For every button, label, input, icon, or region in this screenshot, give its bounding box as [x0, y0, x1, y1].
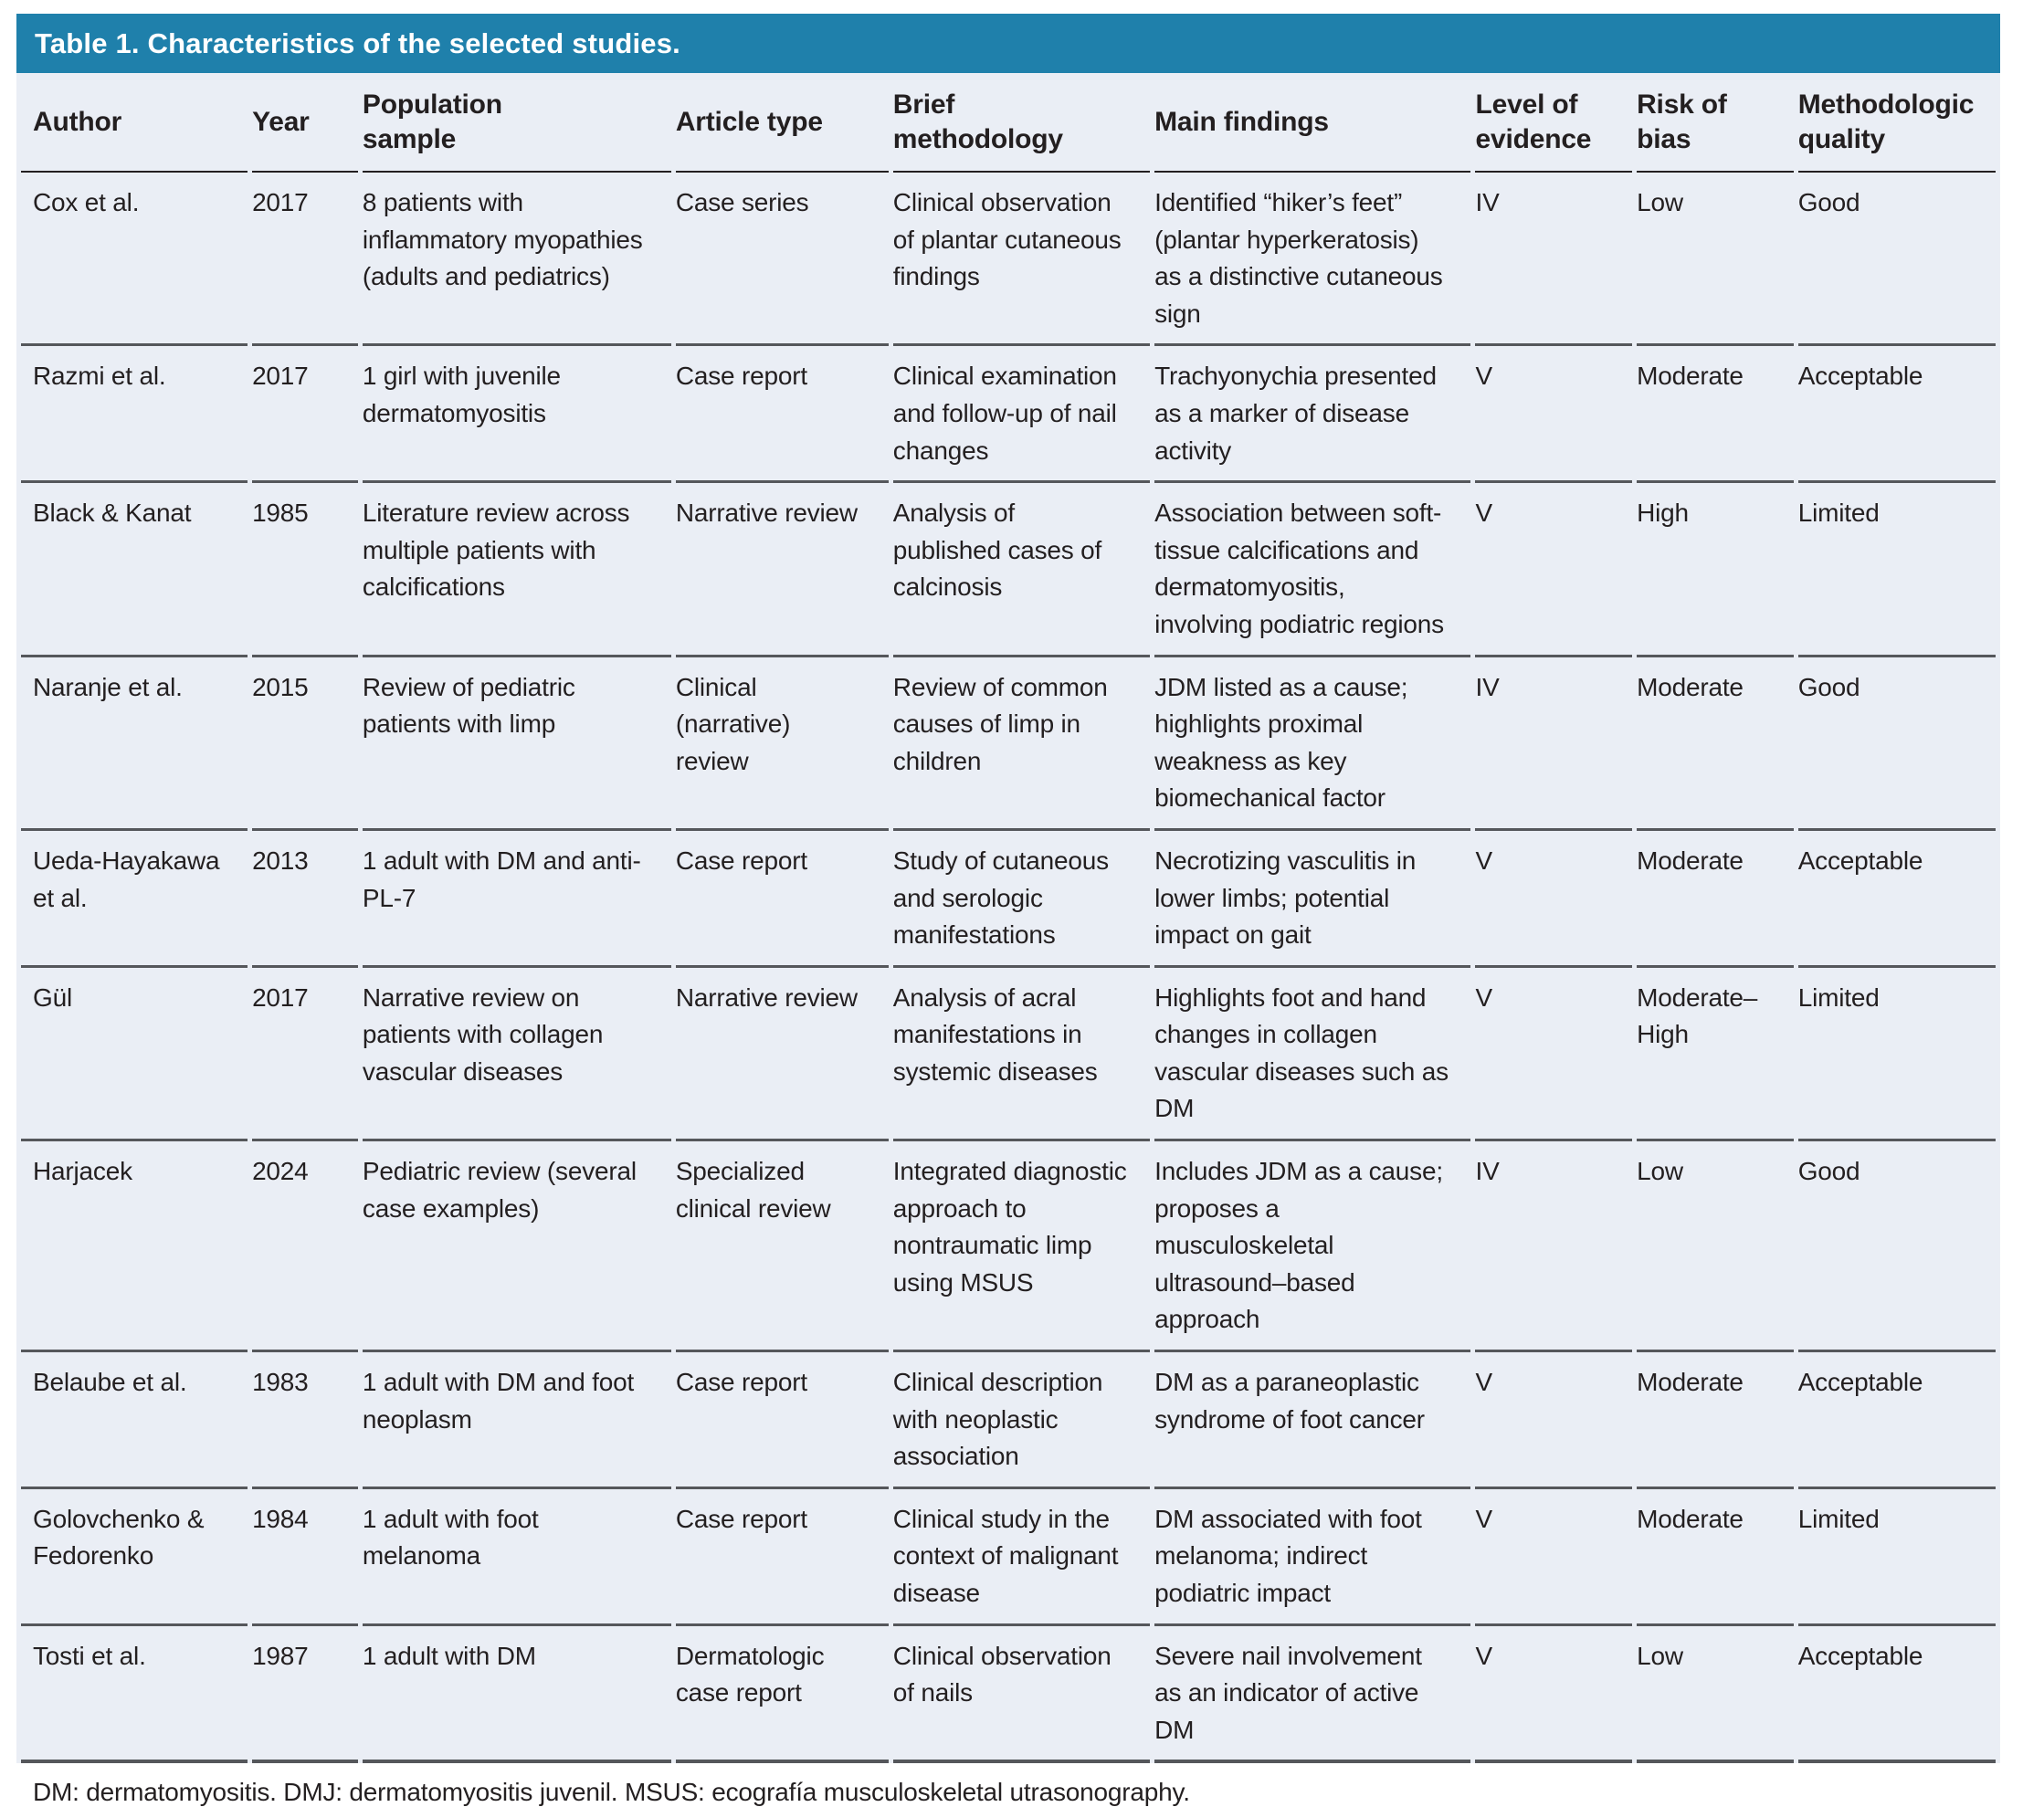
table-row: [21, 655, 1996, 828]
header-row: [21, 73, 1996, 171]
cell-article-type: Dermatologic case report: [676, 1623, 889, 1764]
cell-population-sample: Literature review across multiple patients with calcifications: [363, 480, 671, 654]
cell-methodologic-quality: Good: [1798, 655, 1996, 828]
cell-risk-of-bias: Moderate: [1637, 343, 1794, 480]
column-header-population-sample: Population sample: [362, 89, 502, 154]
cell-article-type: Case report: [676, 828, 889, 965]
cell-year: 2024: [252, 1139, 358, 1350]
cell-main-findings: Trachyonychia presented as a marker of disease activity: [1154, 343, 1470, 480]
cell-author: Ueda-Hayakawa et al.: [21, 828, 248, 965]
cell-population-sample: Pediatric review (several case examples): [363, 1139, 671, 1350]
table-body: [21, 171, 1996, 1763]
cell-main-findings: Severe nail involvement as an indicator of active DM: [1154, 1623, 1470, 1764]
cell-main-findings: Identified “hiker’s feet” (plantar hyperkeratosis) as a distinctive cutaneous sign: [1154, 171, 1470, 343]
table-footnote: DM: dermatomyositis. DMJ: dermatomyositis juvenil. MSUS: ecografía musculoskeletal utrasonography.: [33, 1778, 1190, 1807]
cell-methodologic-quality: Good: [1798, 1139, 1996, 1350]
cell-population-sample: Narrative review on patients with collagen vascular diseases: [363, 965, 671, 1139]
cell-risk-of-bias: Low: [1637, 1623, 1794, 1764]
cell-author: Cox et al.: [21, 171, 248, 343]
cell-main-findings: Highlights foot and hand changes in collagen vascular diseases such as DM: [1154, 965, 1470, 1139]
cell-risk-of-bias: High: [1637, 480, 1794, 654]
table-row: [21, 828, 1996, 965]
cell-population-sample: 1 adult with foot melanoma: [363, 1487, 671, 1623]
cell-level-of-evidence: V: [1475, 1487, 1632, 1623]
cell-article-type: Case report: [676, 343, 889, 480]
cell-article-type: Case report: [676, 1350, 889, 1487]
cell-brief-methodology: Clinical observation of nails: [893, 1623, 1150, 1764]
cell-article-type: Narrative review: [676, 965, 889, 1139]
column-header-risk-of-bias: Risk of bias: [1637, 89, 1727, 154]
cell-methodologic-quality: Acceptable: [1798, 343, 1996, 480]
column-header-level-of-evidence: Level of evidence: [1475, 89, 1592, 154]
cell-brief-methodology: Analysis of acral manifestations in systemic diseases: [893, 965, 1150, 1139]
table-header: [21, 73, 1996, 171]
table-title: Table 1. Characteristics of the selected studies.: [35, 26, 680, 59]
cell-main-findings: Association between soft-tissue calcifications and dermatomyositis, involving podiatric regions: [1154, 480, 1470, 654]
cell-level-of-evidence: V: [1475, 343, 1632, 480]
cell-risk-of-bias: Moderate: [1637, 1350, 1794, 1487]
column-header-methodologic-quality: Methodologic quality: [1797, 89, 1975, 154]
cell-year: 1984: [252, 1487, 358, 1623]
cell-year: 2017: [252, 171, 358, 343]
cell-year: 1987: [252, 1623, 358, 1764]
cell-population-sample: 1 adult with DM: [363, 1623, 671, 1764]
cell-methodologic-quality: Acceptable: [1798, 1623, 1996, 1764]
cell-main-findings: Includes JDM as a cause; proposes a musculoskeletal ultrasound–based approach: [1154, 1139, 1470, 1350]
cell-population-sample: 1 adult with DM and foot neoplasm: [363, 1350, 671, 1487]
cell-author: Gül: [21, 965, 248, 1139]
cell-main-findings: DM as a paraneoplastic syndrome of foot cancer: [1154, 1350, 1470, 1487]
cell-population-sample: 8 patients with inflammatory myopathies (adults and pediatrics): [363, 171, 671, 343]
cell-year: 1985: [252, 480, 358, 654]
table-row: [21, 480, 1996, 654]
cell-methodologic-quality: Acceptable: [1798, 828, 1996, 965]
cell-level-of-evidence: V: [1475, 1350, 1632, 1487]
cell-risk-of-bias: Moderate: [1637, 828, 1794, 965]
cell-article-type: Case report: [676, 1487, 889, 1623]
table-row: [21, 1623, 1996, 1764]
cell-level-of-evidence: IV: [1475, 1139, 1632, 1350]
cell-risk-of-bias: Low: [1637, 1139, 1794, 1350]
cell-brief-methodology: Analysis of published cases of calcinosis: [893, 480, 1150, 654]
cell-methodologic-quality: Acceptable: [1798, 1350, 1996, 1487]
cell-author: Belaube et al.: [21, 1350, 248, 1487]
cell-level-of-evidence: V: [1475, 965, 1632, 1139]
cell-methodologic-quality: Good: [1798, 171, 1996, 343]
table-row: [21, 171, 1996, 343]
cell-year: 1983: [252, 1350, 358, 1487]
cell-brief-methodology: Clinical observation of plantar cutaneous findings: [893, 171, 1150, 343]
cell-methodologic-quality: Limited: [1798, 480, 1996, 654]
cell-article-type: Narrative review: [676, 480, 889, 654]
table-row: [21, 965, 1996, 1139]
column-header-brief-methodology: Brief methodology: [892, 89, 1063, 154]
cell-article-type: Case series: [676, 171, 889, 343]
cell-author: Harjacek: [21, 1139, 248, 1350]
cell-brief-methodology: Study of cutaneous and serologic manifestations: [893, 828, 1150, 965]
cell-population-sample: 1 girl with juvenile dermatomyositis: [363, 343, 671, 480]
cell-methodologic-quality: Limited: [1798, 965, 1996, 1139]
cell-author: Razmi et al.: [21, 343, 248, 480]
cell-level-of-evidence: V: [1475, 480, 1632, 654]
cell-level-of-evidence: IV: [1475, 655, 1632, 828]
cell-author: Tosti et al.: [21, 1623, 248, 1764]
cell-main-findings: Necrotizing vasculitis in lower limbs; potential impact on gait: [1154, 828, 1470, 965]
cell-brief-methodology: Review of common causes of limp in children: [893, 655, 1150, 828]
cell-author: Black & Kanat: [21, 480, 248, 654]
table-row: [21, 343, 1996, 480]
table-row: [21, 1487, 1996, 1623]
cell-brief-methodology: Clinical study in the context of malignant disease: [893, 1487, 1150, 1623]
cell-risk-of-bias: Moderate: [1637, 655, 1794, 828]
column-header-main-findings: Main findings: [1154, 106, 1329, 137]
cell-year: 2015: [252, 655, 358, 828]
cell-risk-of-bias: Moderate–High: [1637, 965, 1794, 1139]
cell-article-type: Clinical (narrative) review: [676, 655, 889, 828]
cell-author: Golovchenko & Fedorenko: [21, 1487, 248, 1623]
cell-brief-methodology: Clinical description with neoplastic association: [893, 1350, 1150, 1487]
cell-main-findings: DM associated with foot melanoma; indirect podiatric impact: [1154, 1487, 1470, 1623]
cell-methodologic-quality: Limited: [1798, 1487, 1996, 1623]
cell-population-sample: 1 adult with DM and anti-PL-7: [363, 828, 671, 965]
cell-population-sample: Review of pediatric patients with limp: [363, 655, 671, 828]
table-title-bar: [16, 14, 2000, 73]
cell-level-of-evidence: IV: [1475, 171, 1632, 343]
cell-year: 2017: [252, 343, 358, 480]
column-header-article-type: Article type: [675, 106, 823, 137]
cell-author: Naranje et al.: [21, 655, 248, 828]
column-header-author: Author: [33, 106, 122, 137]
cell-risk-of-bias: Moderate: [1637, 1487, 1794, 1623]
cell-brief-methodology: Integrated diagnostic approach to nontraumatic limp using MSUS: [893, 1139, 1150, 1350]
cell-level-of-evidence: V: [1475, 1623, 1632, 1764]
table-row: [21, 1350, 1996, 1487]
cell-year: 2013: [252, 828, 358, 965]
table-row: [21, 1139, 1996, 1350]
cell-year: 2017: [252, 965, 358, 1139]
studies-table: [16, 73, 2000, 1763]
column-header-year: Year: [252, 106, 310, 137]
cell-brief-methodology: Clinical examination and follow-up of nail changes: [893, 343, 1150, 480]
cell-risk-of-bias: Low: [1637, 171, 1794, 343]
cell-article-type: Specialized clinical review: [676, 1139, 889, 1350]
cell-main-findings: JDM listed as a cause; highlights proximal weakness as key biomechanical factor: [1154, 655, 1470, 828]
cell-level-of-evidence: V: [1475, 828, 1632, 965]
